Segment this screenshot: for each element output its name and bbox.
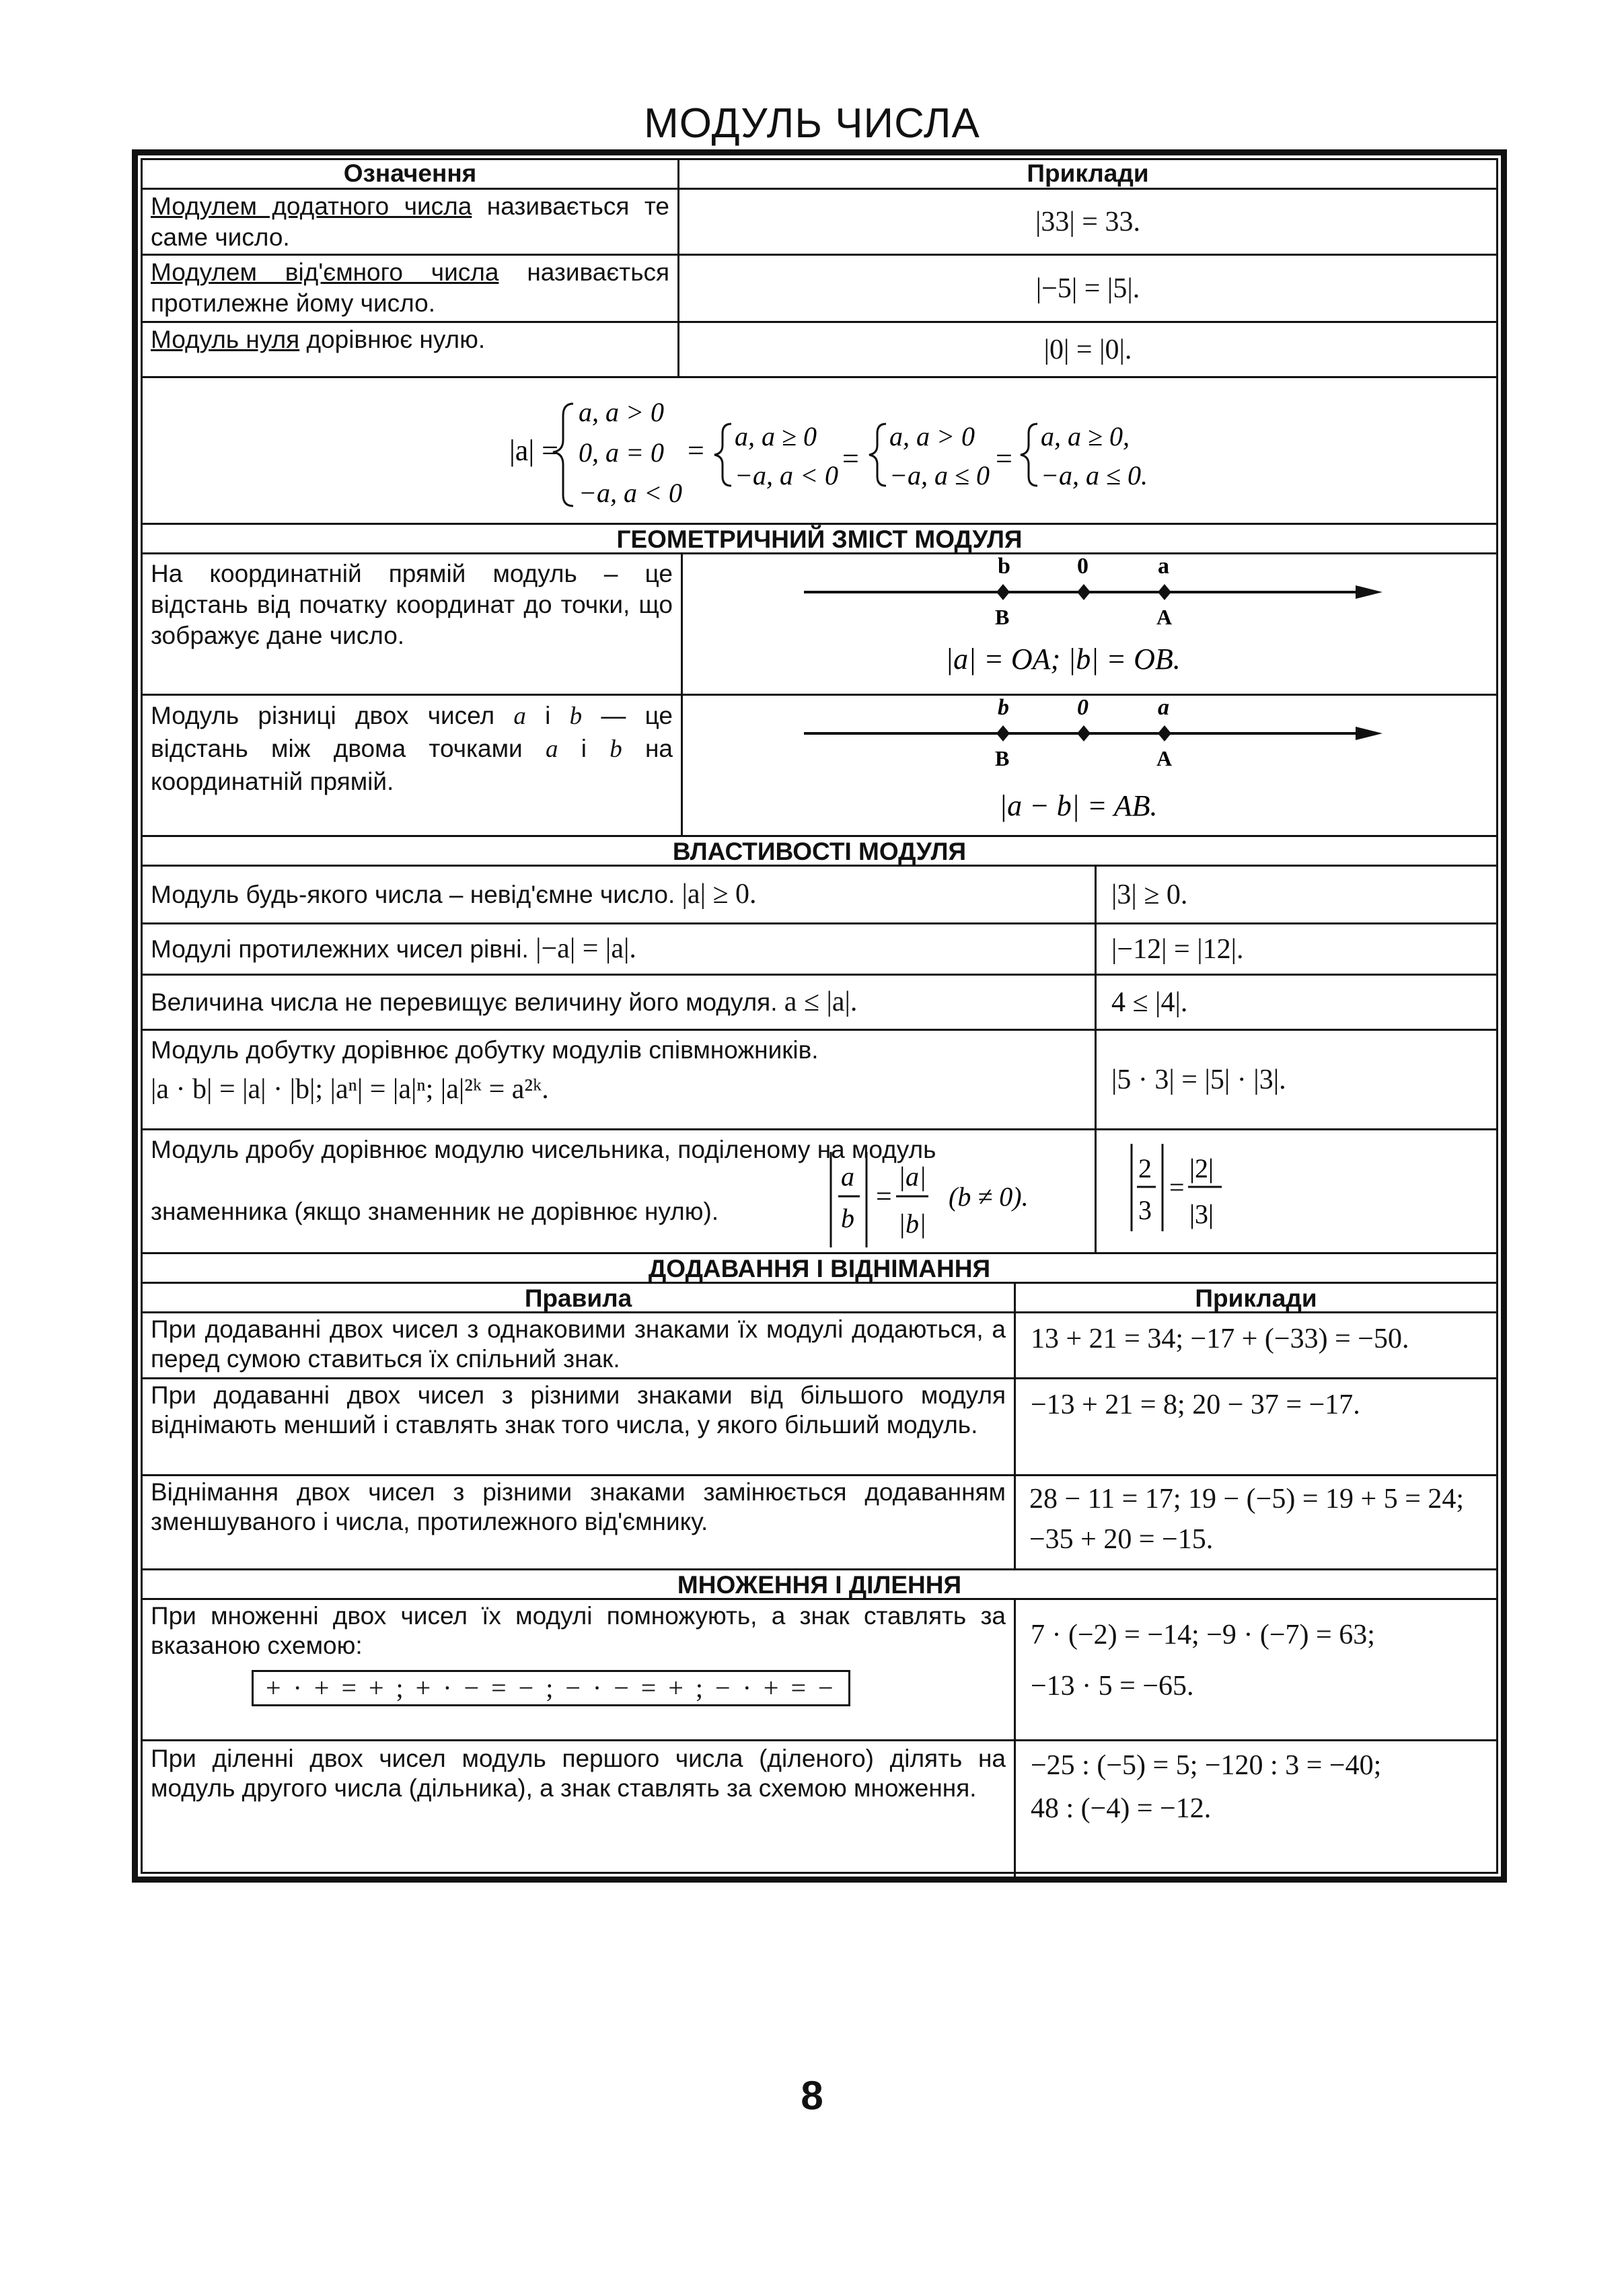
example-denominator: |3|: [1189, 1199, 1214, 1229]
text-part: Модуль різниці двох чисел: [151, 702, 514, 729]
section-header-geometric: ГЕОМЕТРИЧНИЙ ЗМІСТ МОДУЛЯ: [143, 525, 1496, 554]
multiplication-row: [143, 1600, 1496, 1741]
definitions-header-left: Означення: [343, 159, 477, 187]
label-B: B: [995, 746, 1010, 770]
property-description: Модуль добутку дорівнює добутку модулів співмножників.: [151, 1036, 819, 1064]
definition-example: |0| = |0|.: [677, 323, 1496, 376]
rule-example: 13 + 21 = 34; −17 + (−33) = −50.: [1014, 1313, 1496, 1377]
example-line: −35 + 20 = −15.: [1029, 1524, 1214, 1555]
fraction-condition: (b ≠ 0).: [949, 1181, 1029, 1212]
definition-term: Модулем додатного числа: [151, 192, 472, 220]
property-example: 4 ≤ |4|.: [1095, 976, 1496, 1029]
example-numerator: |2|: [1189, 1153, 1214, 1184]
piecewise-formula-row: [143, 378, 1496, 525]
sign-scheme: + · + = + ; + · − = − ; − · − = + ; − · + = −: [252, 1670, 850, 1706]
section-header-addition: ДОДАВАННЯ І ВІДНІМАННЯ: [143, 1254, 1496, 1284]
property-text: [143, 976, 1095, 1029]
label-b: b: [998, 554, 1010, 579]
number-line-2: [683, 696, 1497, 834]
rule-text: При додаванні двох чисел з однаковими знаками їх модулі додаються, а перед сумою ставиться їх спільний знак.: [151, 1315, 1006, 1373]
property-example: |3| ≥ 0.: [1095, 867, 1496, 922]
label-A: A: [1156, 605, 1173, 629]
property-formula: |a| ≥ 0.: [681, 879, 757, 910]
formula-lhs: |a| =: [509, 434, 558, 467]
example-line: −13 · 5 = −65.: [1031, 1671, 1194, 1702]
rule-text: Віднімання двох чисел з різними знаками замінюється додаванням зменшуваного і числа, протилежного від'ємнику.: [151, 1478, 1006, 1535]
point-a: [1158, 725, 1171, 741]
rule-example: −13 + 21 = 8; 20 − 37 = −17.: [1014, 1379, 1496, 1474]
fraction-denominator: |b|: [898, 1208, 926, 1239]
label-zero: 0: [1077, 554, 1088, 579]
label-A: A: [1156, 746, 1173, 770]
definition-text: [143, 256, 677, 321]
var-b: b: [610, 735, 622, 763]
geometric-caption: |a − b| = AB.: [999, 789, 1158, 822]
brace-2: [714, 424, 731, 486]
piecewise-formula: [143, 378, 1502, 523]
definition-body: дорівнює нулю.: [299, 326, 486, 353]
property-example: [1095, 1130, 1496, 1252]
brace4-case-1: a, a ≥ 0,: [1041, 421, 1130, 451]
property-row: [143, 976, 1496, 1031]
addition-row: [143, 1313, 1496, 1379]
property-text: [143, 924, 1095, 974]
brace4-case-2: −a, a ≤ 0.: [1041, 460, 1148, 490]
rule-description: При множенні двох чисел їх модулі помножують, а знак ставлять за вказаною схемою:: [151, 1602, 1006, 1659]
example-line: 7 · (−2) = −14; −9 · (−7) = 63;: [1031, 1620, 1375, 1650]
property-description: знаменника (якщо знаменник не дорівнює нулю).: [151, 1198, 719, 1225]
rule-example: [1014, 1476, 1496, 1568]
example-line: 48 : (−4) = −12.: [1031, 1793, 1212, 1824]
label-a: a: [1158, 696, 1169, 720]
example-line: 28 − 11 = 17; 19 − (−5) = 19 + 5 = 24;: [1029, 1484, 1465, 1515]
number-line-1: [683, 554, 1497, 692]
property-text: [143, 1130, 1095, 1252]
axis-arrow-icon: [1356, 727, 1382, 740]
property-example: |−12| = |12|.: [1095, 924, 1496, 974]
property-text: [143, 1031, 1095, 1128]
rule-text: [143, 1600, 1014, 1739]
brace1-case-3: −a, a < 0: [579, 478, 682, 508]
addition-header-left: Правила: [524, 1284, 632, 1312]
definition-body: називається те саме число.: [151, 192, 669, 251]
definition-term: Модуль нуля: [151, 326, 300, 353]
rule-text: При додаванні двох чисел з різними знаками від більшого модуля віднімають менший і ставлять знак того числа, у якого більший модуль.: [151, 1381, 1006, 1439]
property-text: [143, 867, 1095, 922]
rule-text: При діленні двох чисел модуль першого числа (діленого) ділять на модуль другого числа (дільника), а знак ставлять за схемою множення.: [151, 1745, 1006, 1802]
point-origin: [1077, 584, 1091, 600]
multiplication-row: [143, 1741, 1496, 1877]
property-description: Модуль будь-якого числа – невід'ємне число.: [151, 881, 675, 908]
label-b: b: [998, 696, 1009, 720]
geometric-row: [143, 696, 1496, 837]
property-row: [143, 867, 1496, 924]
property-formula: a ≤ |a|.: [784, 986, 858, 1017]
geometric-text: [143, 696, 681, 835]
fraction-formula: [821, 1132, 1090, 1253]
property-row: [143, 1031, 1496, 1130]
text-part: на координатній прямій.: [151, 735, 673, 795]
brace2-case-1: a, a ≥ 0: [735, 421, 817, 451]
geometric-caption: |a| = OA; |b| = OB.: [945, 643, 1181, 676]
addition-header-right: Приклади: [1014, 1284, 1496, 1311]
property-row: [143, 1130, 1496, 1254]
label-B: B: [995, 605, 1010, 629]
property-row: [143, 924, 1496, 976]
property-example: |5 · 3| = |5| · |3|.: [1095, 1031, 1496, 1128]
definition-term: Модулем від'ємного числа: [151, 258, 499, 286]
example-denominator: 3: [1138, 1195, 1152, 1225]
var-b: b: [569, 702, 583, 730]
brace1-case-1: a, a > 0: [579, 397, 664, 427]
fraction-denominator: b: [841, 1203, 854, 1233]
definitions-header-row: [143, 160, 1496, 190]
fraction-numerator: |a|: [898, 1161, 926, 1192]
property-formula: |a · b| = |a| · |b|; |aⁿ| = |a|ⁿ; |a|²ᵏ = a²ᵏ.: [151, 1074, 549, 1105]
geometric-illustration: [681, 554, 1496, 694]
point-origin: [1077, 725, 1091, 741]
brace3-case-2: −a, a ≤ 0: [889, 460, 990, 490]
section-header-multiplication: МНОЖЕННЯ І ДІЛЕННЯ: [143, 1570, 1496, 1600]
example-equals: =: [1169, 1172, 1185, 1202]
definition-row: [143, 190, 1496, 256]
label-zero: 0: [1077, 696, 1088, 720]
text-part: і: [558, 735, 610, 762]
definition-example: |33| = 33.: [677, 190, 1496, 254]
geometric-illustration: [681, 696, 1496, 835]
definition-body: називається протилежне йому число.: [151, 258, 670, 317]
formula-equals-2: =: [842, 442, 859, 475]
fraction-numerator: a: [841, 1161, 854, 1192]
addition-header-row: [143, 1284, 1496, 1313]
example-line: −25 : (−5) = 5; −120 : 3 = −40;: [1031, 1750, 1382, 1781]
brace-3: [869, 424, 886, 486]
content-table: [141, 158, 1498, 1874]
text-part: — це відстань між двома точками: [151, 702, 673, 762]
var-a: a: [513, 702, 526, 730]
property-description: Модулі протилежних чисел рівні.: [151, 935, 529, 963]
rule-example: [1014, 1600, 1496, 1739]
definition-text: [143, 190, 677, 254]
brace3-case-1: a, a > 0: [889, 421, 975, 451]
geometric-text: На координатній прямій модуль – це відстань від початку координат до точки, що зображує дане число.: [151, 560, 673, 649]
addition-row: [143, 1476, 1496, 1570]
point-b: [996, 725, 1010, 741]
property-formula: |−a| = |a|.: [536, 933, 636, 964]
definition-row: [143, 256, 1496, 323]
axis-arrow-icon: [1356, 585, 1382, 599]
text-part: і: [525, 702, 570, 729]
definition-row: [143, 323, 1496, 378]
formula-equals-1: =: [688, 434, 704, 467]
formula-equals: =: [876, 1181, 892, 1212]
page-title: МОДУЛЬ ЧИСЛА: [644, 100, 980, 147]
geometric-row: [143, 554, 1496, 696]
formula-equals-3: =: [996, 442, 1012, 475]
definition-text: [143, 323, 677, 376]
section-header-properties: ВЛАСТИВОСТІ МОДУЛЯ: [143, 837, 1496, 867]
fraction-example: [1123, 1130, 1325, 1251]
content-frame: [132, 149, 1507, 1883]
definitions-header-right: Приклади: [677, 160, 1496, 188]
addition-row: [143, 1379, 1496, 1476]
brace2-case-2: −a, a < 0: [735, 460, 838, 490]
property-description: Модуль дробу дорівнює модулю чисельника, поділеному на модуль: [151, 1136, 936, 1163]
var-a: a: [545, 735, 558, 763]
example-numerator: 2: [1138, 1153, 1152, 1184]
point-a: [1158, 584, 1171, 600]
definition-example: |−5| = |5|.: [677, 256, 1496, 321]
label-a: a: [1158, 554, 1169, 579]
page-number: 8: [801, 2073, 823, 2118]
brace1-case-2: 0, a = 0: [579, 437, 664, 468]
property-description: Величина числа не перевищує величину його модуля.: [151, 988, 778, 1016]
brace-4: [1021, 424, 1037, 486]
rule-example: [1014, 1741, 1496, 1877]
point-b: [996, 584, 1010, 600]
